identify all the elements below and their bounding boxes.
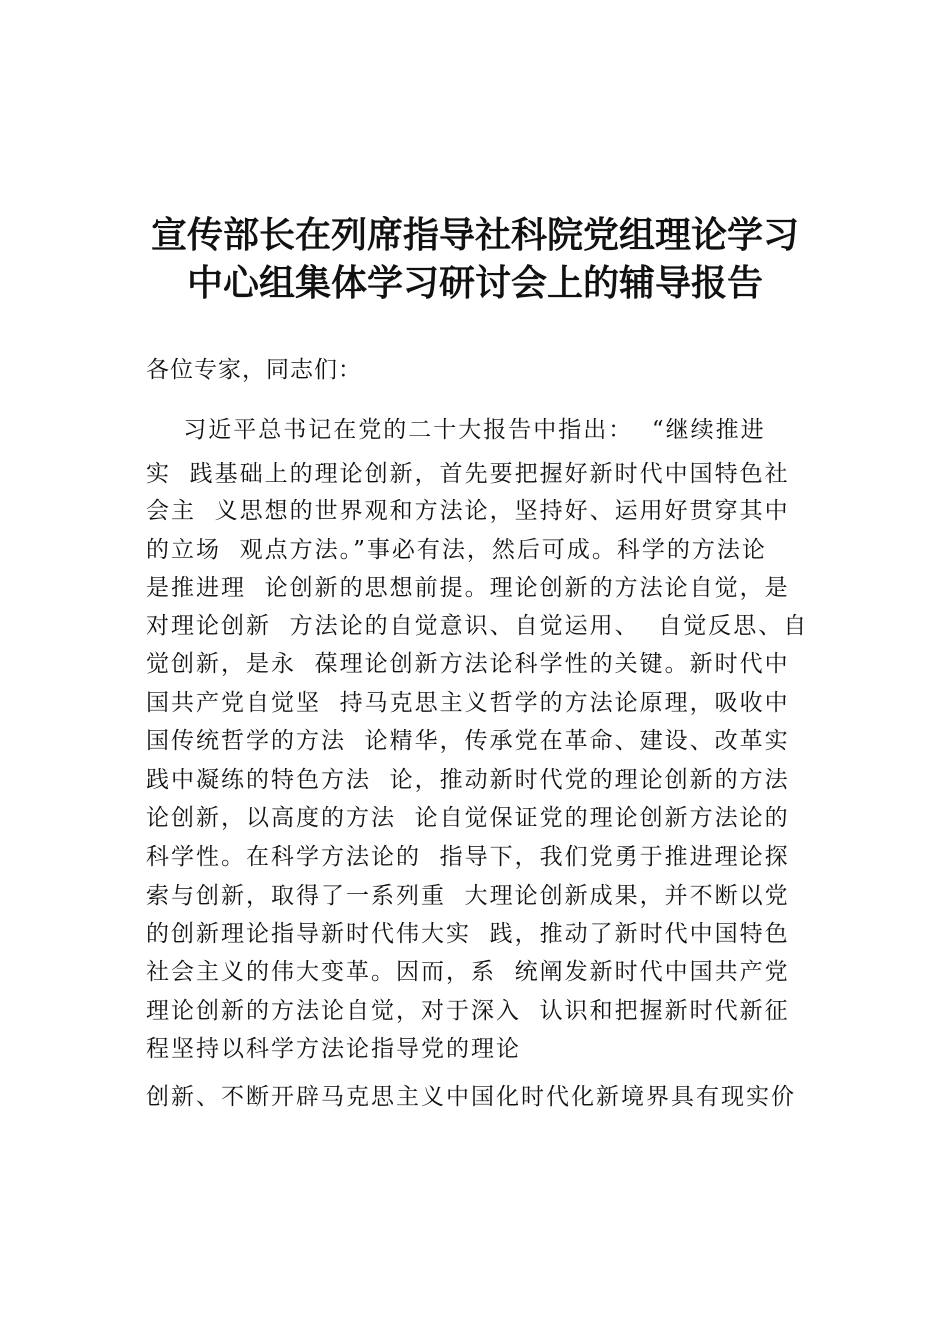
document-title-line-1: 宣传部长在列席指导社科院党组理论学习 — [150, 215, 799, 256]
salutation: 各位专家，同志们： — [146, 357, 362, 383]
body-line: 对理论创新 方法论的自觉意识、自觉运用、 自觉反思、自 — [146, 613, 809, 639]
body-line: 实 践基础上的理论创新，首先要把握好新时代中国特色社 — [146, 461, 790, 487]
body-line: 国传统哲学的方法 论精华，传承党在革命、建设、改革实 — [146, 728, 790, 754]
body-line: 创新、不断开辟马克思主义中国化时代化新境界具有现实价 — [146, 1084, 796, 1110]
body-line: 的立场 观点方法。”事必有法，然后可成。科学的方法论 — [146, 537, 767, 563]
body-line: 理论创新的方法论自觉，对于深入 认识和把握新时代新征 — [146, 998, 790, 1024]
document-title-line-2: 中心组集体学习研讨会上的辅导报告 — [186, 263, 763, 304]
body-line: 觉创新，是永 葆理论创新方法论科学性的关键。新时代中 — [146, 651, 790, 677]
body-line: 习近平总书记在党的二十大报告中指出： “继续推进 — [146, 417, 766, 443]
body-line: 是推进理 论创新的思想前提。理论创新的方法论自觉，是 — [146, 575, 790, 601]
body-line: 社会主义的伟大变革。因而，系 统阐发新时代中国共产党 — [146, 959, 790, 985]
body-line: 国共产党自觉坚 持马克思主义哲学的方法论原理，吸收中 — [146, 690, 790, 716]
body-line: 的创新理论指导新时代伟大实 践，推动了新时代中国特色 — [146, 921, 790, 947]
body-line: 科学性。在科学方法论的 指导下，我们党勇于推进理论探 — [146, 844, 790, 870]
body-line: 践中凝练的特色方法 论，推动新时代党的理论创新的方法 — [146, 767, 790, 793]
body-line: 论创新，以高度的方法 论自觉保证党的理论创新方法论的 — [146, 805, 790, 831]
body-line: 程坚持以科学方法论指导党的理论 — [146, 1036, 521, 1062]
body-line: 索与创新，取得了一系列重 大理论创新成果，并不断以党 — [146, 883, 790, 909]
body-line: 会主 义思想的世界观和方法论，坚持好、运用好贯穿其中 — [146, 498, 790, 524]
